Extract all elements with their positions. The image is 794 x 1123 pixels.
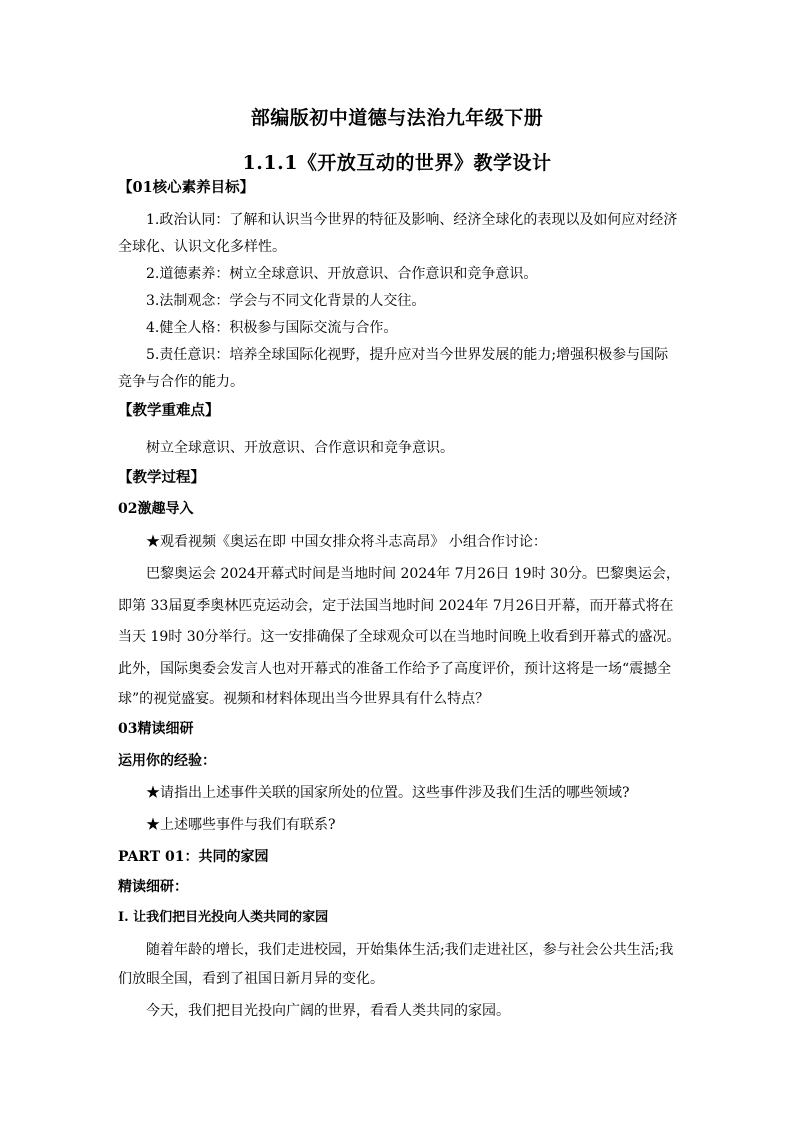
paragraph-line-3: 当天 19时 30分举行。这一安排确保了全球观众可以在当地时间晚上收看到开幕式的盛况。 [118,629,681,645]
goal-1-line-2: 全球化、认识文化多样性。 [118,239,286,255]
section-heading-key-points: 【教学重难点】 [118,402,220,419]
part-03-heading: 03精读细研 [118,721,194,737]
question-1: ★请指出上述事件关联的国家所处的位置。这些事件涉及我们生活的哪些领域? [146,785,630,801]
paragraph-line-5: 球”的视觉盛宴。视频和材料体现出当今世界具有什么特点？ [118,691,490,707]
goal-2: 2.道德素养：树立全球意识、开放意识、合作意识和竞争意识。 [146,266,538,282]
document-title: 部编版初中道德与法治九年级下册 [250,107,544,129]
goal-4: 4.健全人格：积极参与国际交流与合作。 [146,320,398,336]
goal-5-line-2: 竞争与合作的能力。 [118,374,244,390]
question-2: ★上述哪些事件与我们有联系? [146,817,336,833]
goal-3: 3.法制观念：学会与不同文化背景的人交往。 [146,293,426,309]
section-heading-core-goals: 【01核心素养目标】 [118,179,255,196]
key-point-text: 树立全球意识、开放意识、合作意识和竞争意识。 [146,440,454,456]
paragraph-line-4: 此外，国际奥委会发言人也对开幕式的准备工作给予了高度评价，预计这将是一场“震撼全 [118,661,672,677]
paragraph-3: 今天，我们把目光投向广阔的世界，看看人类共同的家园。 [146,1003,510,1019]
experience-heading: 运用你的经验： [118,753,216,769]
subsection-heading: Ⅰ. 让我们把目光投向人类共同的家园 [118,910,329,925]
video-prompt: ★观看视频《奥运在即 中国女排众将斗志高昂》 小组合作讨论： [146,534,547,550]
part-02-heading: 02激趣导入 [118,501,194,517]
paragraph-2-line-1: 随着年龄的增长，我们走进校园，开始集体生活;我们走进社区，参与社会公共生活;我 [146,942,674,958]
goal-1-line-1: 1.政治认同：了解和认识当今世界的特征及影响、经济全球化的表现以及如何应对经济 [146,212,678,228]
section-heading-process: 【教学过程】 [118,469,205,486]
document-subtitle: 1.1.1《开放互动的世界》教学设计 [242,152,552,174]
part-01-heading: PART 01：共同的家园 [118,849,269,865]
goal-5-line-1: 5.责任意识：培养全球国际化视野，提升应对当今世界发展的能力;增强积极参与国际 [146,347,669,363]
read-heading: 精读细研： [118,879,188,895]
paragraph-line-2: 即第 33届夏季奥林匹克运动会，定于法国当地时间 2024年 7月26日开幕，而开幕式将在 [118,598,674,614]
paragraph-line-1: 巴黎奥运会 2024开幕式时间是当地时间 2024年 7月26日 19时 30分。巴黎奥运会， [146,566,680,582]
paragraph-2-line-2: 们放眼全国，看到了祖国日新月异的变化。 [118,971,384,987]
